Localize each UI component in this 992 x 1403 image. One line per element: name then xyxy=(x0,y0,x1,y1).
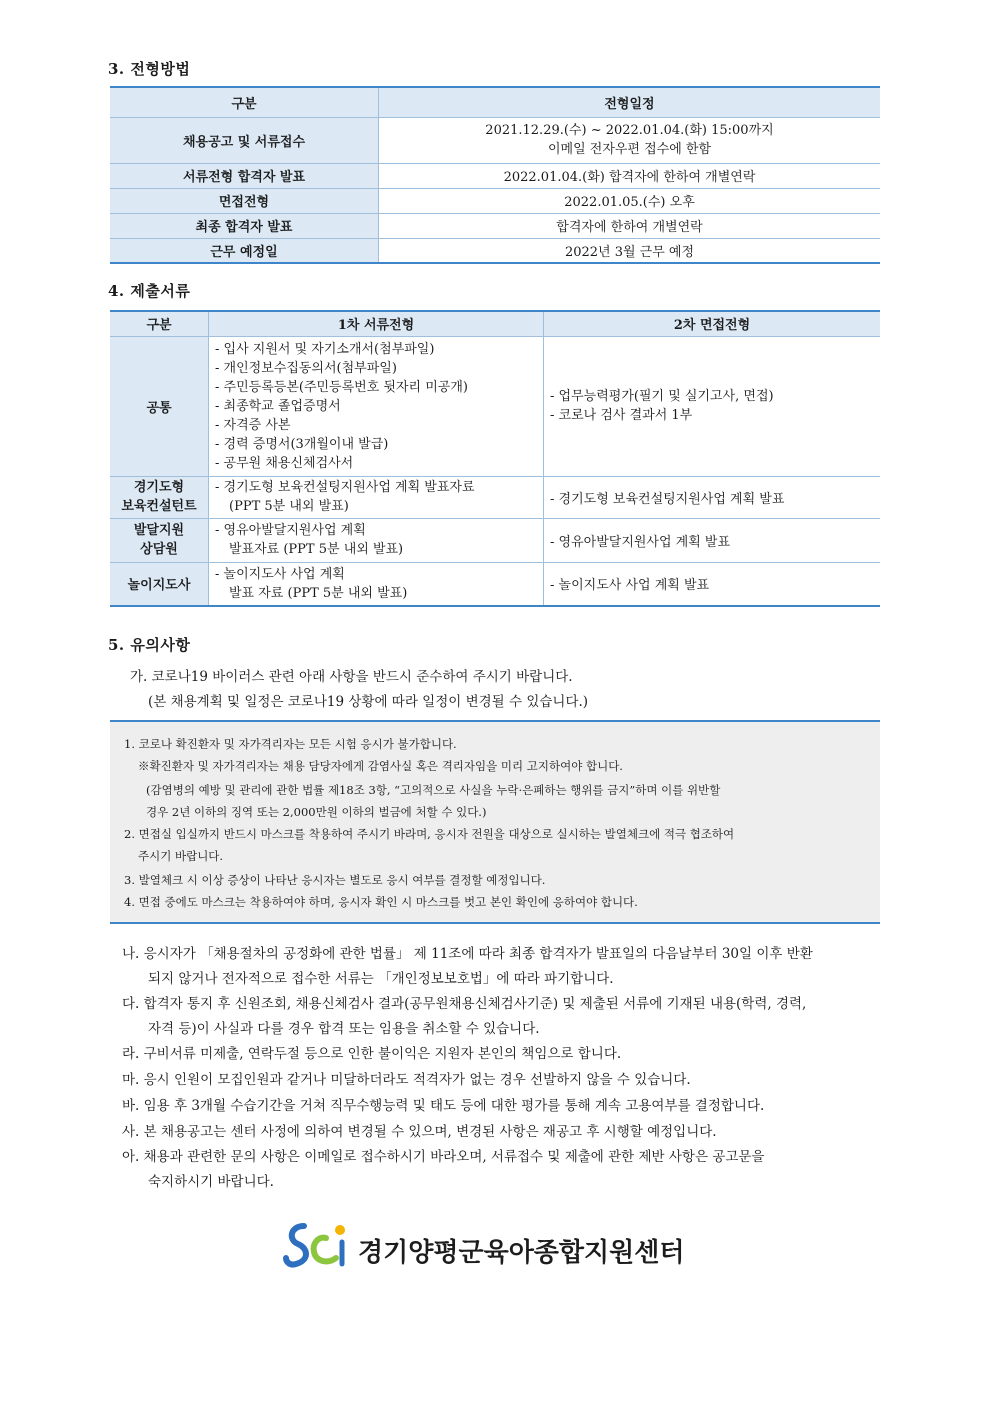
label-line: 경기도형 xyxy=(133,480,185,495)
notice-ga-sub: (본 채용계획 및 일정은 코로나19 상황에 따라 일정이 변경될 수 있습니다.) xyxy=(148,694,589,710)
doc-line: - 공무원 채용신체검사서 xyxy=(215,455,354,471)
notice-item-cont: 되지 않거나 전자적으로 접수한 서류는 「개인정보보호법」에 따라 파기합니다. xyxy=(148,971,614,987)
doc-line: (PPT 5분 내외 발표) xyxy=(229,499,349,514)
organization-logo xyxy=(282,1218,722,1278)
row-value xyxy=(379,117,881,163)
note-line: 2. 면접실 입실까지 반드시 마스크를 착용하여 주시기 바라며, 응시자 전원을 대상으로 실시하는 발열체크에 적극 협조하여 xyxy=(124,827,735,841)
row-value: 2022.01.05.(수) 오후 xyxy=(379,188,881,213)
row-label: 면접전형 xyxy=(110,188,379,213)
row-label: 서류전형 합격자 발표 xyxy=(110,163,379,188)
notice-item: 라. 구비서류 미제출, 연락두절 등으로 인한 불이익은 지원자 본인의 책임으로 합니다. xyxy=(122,1046,622,1062)
documents-cell xyxy=(209,518,544,562)
doc-line: - 입사 지원서 및 자기소개서(첨부파일) xyxy=(215,341,435,357)
value-line: 2021.12.29.(수) ~ 2022.01.04.(화) 15:00까지 xyxy=(485,123,774,138)
notice-item: 다. 합격자 통지 후 신원조회, 채용신체검사 결과(공무원채용신체검사기준) 및 제출된 서류에 기재된 내용(학력, 경력, xyxy=(122,996,807,1012)
row-label: 놀이지도사 xyxy=(110,562,209,606)
notice-item: 마. 응시 인원이 모집인원과 같거나 미달하더라도 적격자가 없는 경우 선발하지 않을 수 있습니다. xyxy=(122,1072,691,1088)
doc-line: - 자격증 사본 xyxy=(215,417,291,433)
notice-item: 아. 채용과 관련한 문의 사항은 이메일로 접수하시기 바라오며, 서류접수 및 제출에 관한 제반 사항은 공고문을 xyxy=(122,1149,765,1165)
table-row xyxy=(110,518,880,562)
interview-cell: - 놀이지도사 사업 계획 발표 xyxy=(544,562,881,606)
interview-line: - 코로나 검사 결과서 1부 xyxy=(550,408,693,423)
row-label xyxy=(110,518,209,562)
table-header-cell: 구분 xyxy=(110,311,209,336)
row-value: 합격자에 한하여 개별연락 xyxy=(379,213,881,238)
row-label: 채용공고 및 서류접수 xyxy=(110,117,379,163)
row-label xyxy=(110,476,209,518)
interview-cell xyxy=(544,336,881,476)
doc-line: - 개인정보수집동의서(첨부파일) xyxy=(215,360,397,376)
documents-cell xyxy=(209,476,544,518)
notice-item: 사. 본 채용공고는 센터 사정에 의하여 변경될 수 있으며, 변경된 사항은 재공고 후 시행할 예정입니다. xyxy=(122,1124,717,1140)
note-line: 주시기 바랍니다. xyxy=(138,849,224,863)
row-value: 2022.01.04.(화) 합격자에 한하여 개별연락 xyxy=(379,163,881,188)
table-row xyxy=(110,476,880,518)
label-line: 발달지원 xyxy=(133,523,185,538)
section4-heading: 4. 제출서류 xyxy=(108,282,191,300)
note-line: (감염병의 예방 및 관리에 관한 법률 제18조 3항, “고의적으로 사실을 누락·은폐하는 행위를 금지”하며 이를 위반할 xyxy=(146,783,721,797)
table-row xyxy=(110,163,880,188)
organization-name: 경기양평군육아종합지원센터 xyxy=(358,1238,685,1268)
notice-item: 나. 응시자가 「채용절차의 공정화에 관한 법률」 제 11조에 따라 최종 합격자가 발표일의 다음날부터 30일 이후 반환 xyxy=(122,946,813,962)
notice-item-cont: 숙지하시기 바랍니다. xyxy=(148,1174,274,1190)
notice-item: 바. 임용 후 3개월 수습기간을 거쳐 직무수행능력 및 태도 등에 대한 평가를 통해 계속 고용여부를 결정합니다. xyxy=(122,1098,765,1114)
row-label: 근무 예정일 xyxy=(110,238,379,263)
row-value: 2022년 3월 근무 예정 xyxy=(379,238,881,263)
table-header-cell: 1차 서류전형 xyxy=(209,311,544,336)
table-row xyxy=(110,238,880,263)
interview-line: - 업무능력평가(필기 및 실기고사, 면접) xyxy=(550,389,774,404)
doc-line: - 주민등록등본(주민등록번호 뒷자리 미공개) xyxy=(215,379,468,395)
doc-line: - 최종학교 졸업증명서 xyxy=(215,398,341,414)
row-label: 공통 xyxy=(110,336,209,476)
table-header-cell: 구분 xyxy=(110,87,379,117)
label-line: 보육컨설턴트 xyxy=(121,499,197,514)
note-line: 1. 코로나 확진환자 및 자가격리자는 모든 시험 응시가 불가합니다. xyxy=(124,737,457,751)
doc-line: 발표자료 (PPT 5분 내외 발표) xyxy=(229,542,404,557)
doc-line: 발표 자료 (PPT 5분 내외 발표) xyxy=(229,585,408,601)
table-header-cell: 전형일정 xyxy=(379,87,881,117)
section5-heading: 5. 유의사항 xyxy=(108,636,191,654)
required-documents-table xyxy=(110,310,880,607)
table-header-cell: 2차 면접전형 xyxy=(544,311,881,336)
note-line: ※확진환자 및 자가격리자는 채용 담당자에게 감염사실 혹은 격리자임을 미리 고지하여야 합니다. xyxy=(138,759,623,773)
doc-line: - 영유아발달지원사업 계획 xyxy=(215,523,366,538)
center-logo-icon xyxy=(282,1218,352,1276)
interview-cell: - 영유아발달지원사업 계획 발표 xyxy=(544,518,881,562)
table-row xyxy=(110,188,880,213)
value-line: 이메일 전자우편 접수에 한함 xyxy=(547,142,712,157)
documents-cell xyxy=(209,562,544,606)
interview-cell: - 경기도형 보육컨설팅지원사업 계획 발표 xyxy=(544,476,881,518)
note-line: 경우 2년 이하의 징역 또는 2,000만원 이하의 벌금에 처할 수 있다.) xyxy=(146,805,487,819)
notice-ga: 가. 코로나19 바이러스 관련 아래 사항을 반드시 준수하여 주시기 바랍니다. xyxy=(130,669,573,685)
section3-heading: 3. 전형방법 xyxy=(108,60,191,78)
table-row xyxy=(110,117,880,163)
label-line: 상담원 xyxy=(140,542,178,557)
note-line: 4. 면접 중에도 마스크는 착용하여야 하며, 응시자 확인 시 마스크를 벗고 본인 확인에 응하여야 합니다. xyxy=(124,895,638,909)
table-row xyxy=(110,213,880,238)
selection-schedule-table xyxy=(110,86,880,264)
covid-notice-box xyxy=(110,720,880,924)
table-row xyxy=(110,562,880,606)
note-line: 3. 발열체크 시 이상 증상이 나타난 응시자는 별도로 응시 여부를 결정할 예정입니다. xyxy=(124,873,546,887)
table-row xyxy=(110,336,880,476)
notice-item-cont: 자격 등)이 사실과 다를 경우 합격 또는 임용을 취소할 수 있습니다. xyxy=(148,1021,540,1037)
documents-cell xyxy=(209,336,544,476)
doc-line: - 경기도형 보육컨설팅지원사업 계획 발표자료 xyxy=(215,480,475,495)
doc-line: - 놀이지도사 사업 계획 xyxy=(215,566,345,582)
doc-line: - 경력 증명서(3개월이내 발급) xyxy=(215,436,389,452)
row-label: 최종 합격자 발표 xyxy=(110,213,379,238)
